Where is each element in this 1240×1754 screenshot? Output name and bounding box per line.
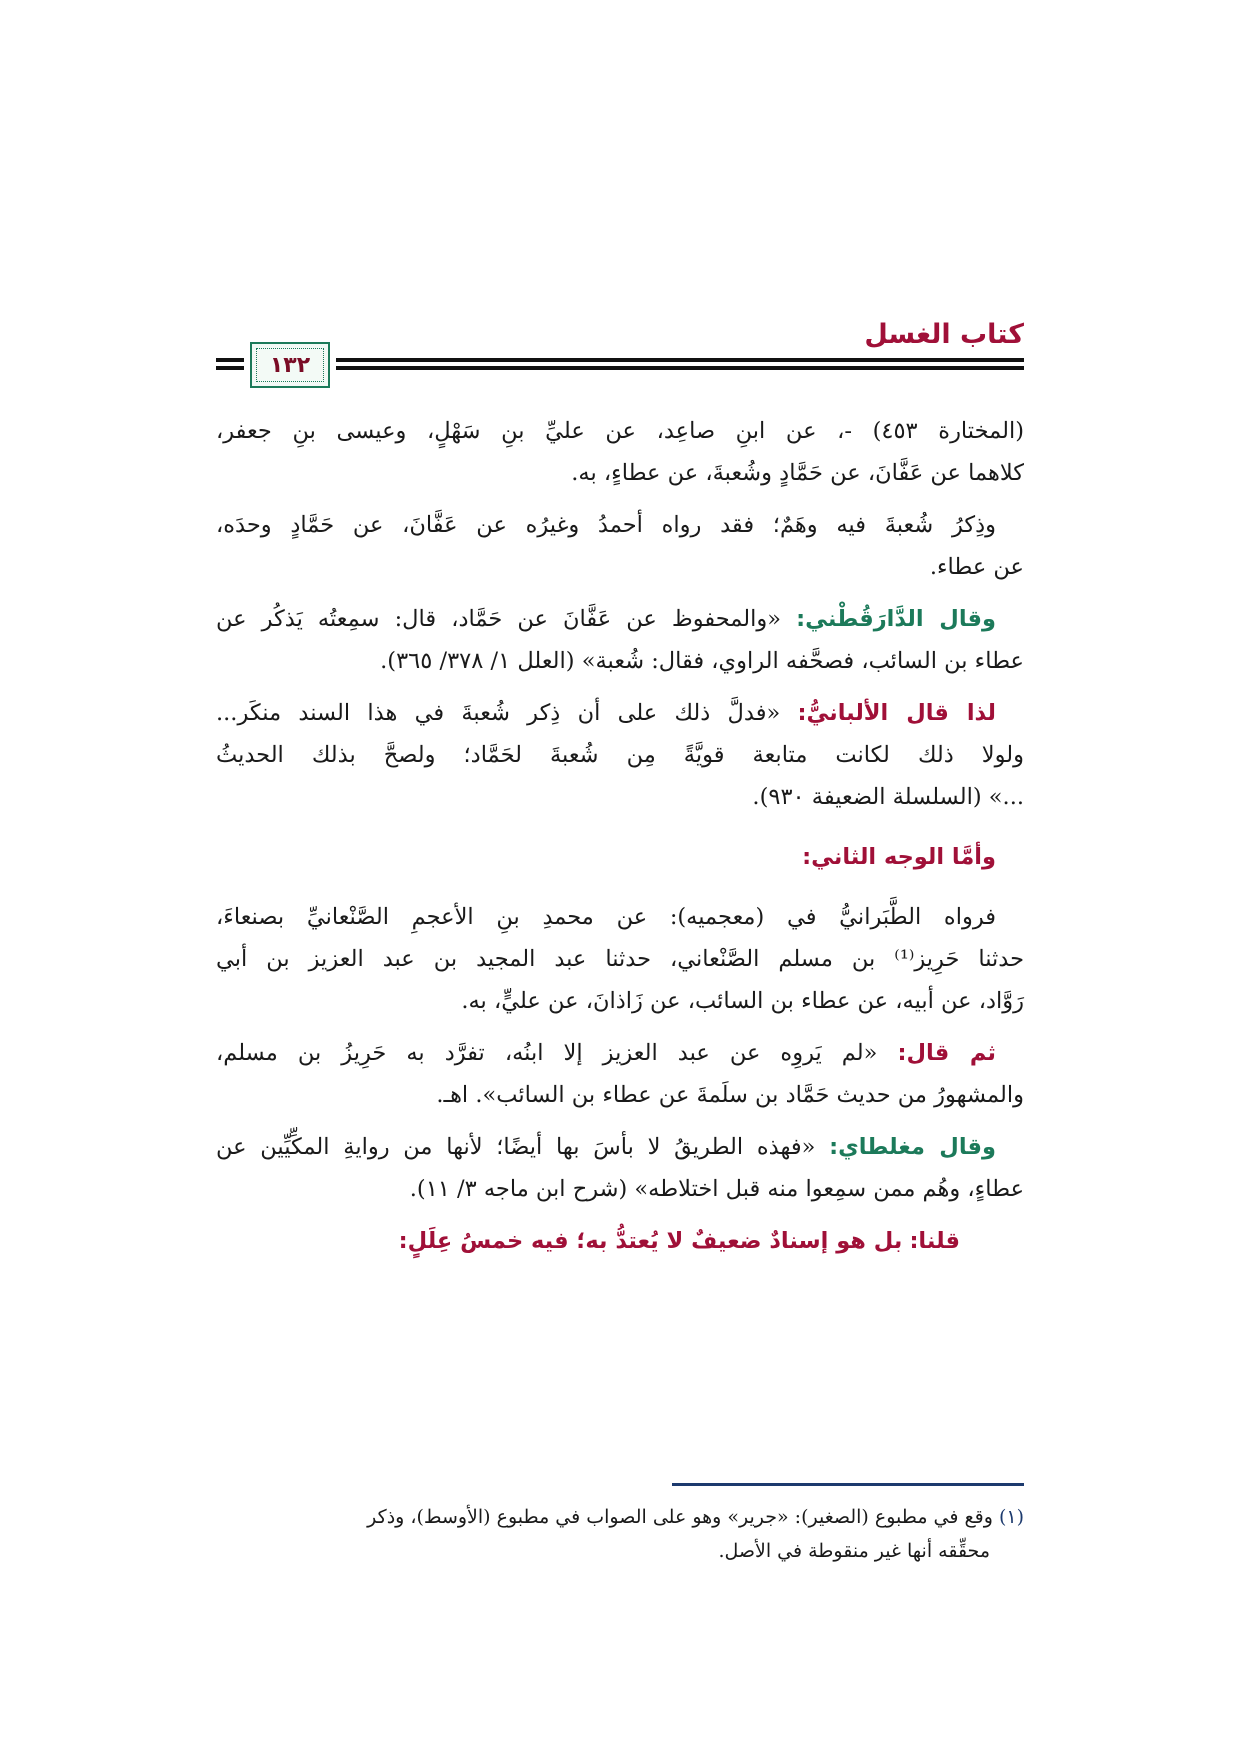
paragraph-line: رَوَّاد، عن أبيه، عن عطاء بن السائب، عن زَاذانَ، عن عليٍّ، به.: [461, 988, 1024, 1014]
paragraph-line: عطاء بن السائب، فصحَّفه الراوي، فقال: شُعبة» (العلل ١/ ٣٧٨/ ٣٦٥).: [380, 648, 1024, 674]
paragraph-line: كلاهما عن عَفَّانَ، عن حَمَّادٍ وشُعبةَ، عن عطاءٍ، به.: [571, 460, 1024, 486]
paragraph-line: [216, 692, 1024, 734]
paragraph-line: [216, 598, 1024, 640]
page-number-frame: [250, 342, 330, 388]
paragraph-line: والمشهورُ من حديث حَمَّاد بن سلَمةَ عن عطاء بن السائب». اهـ.: [436, 1082, 1024, 1108]
quote-text: «والمحفوظ عن عَفَّانَ عن حَمَّاد، قال: سمِعتُه يَذكُر عن: [216, 606, 782, 632]
conclusion-label: قلنا:: [909, 1228, 960, 1254]
quote-attribution: لذا قال الألبانيُّ:: [797, 700, 996, 726]
paragraph-line: [216, 1220, 1024, 1262]
quote-attribution: ثم قال:: [897, 1040, 997, 1066]
paragraph-line: [216, 1126, 1024, 1168]
main-text: [216, 410, 1024, 1262]
chapter-title: كتاب الغسل: [864, 319, 1024, 350]
footnote-text: وقع في مطبوع (الصغير): «جرير» وهو على الصواب في مطبوع (الأوسط)، وذكر: [367, 1506, 993, 1528]
page-number: ١٣٢: [269, 352, 311, 378]
paragraph-line: فرواه الطَّبَرانيُّ في (معجميه): عن محمدِ بنِ الأعجمِ الصَّنْعانيِّ بصنعاءَ،: [216, 904, 996, 930]
footnote-marker: (١): [998, 1506, 1024, 1528]
paragraph-line: حدثنا حَرِيز⁽¹⁾ بن مسلم الصَّنْعاني، حدثنا عبد المجيد بن عبد العزيز بن أبي: [216, 946, 1025, 972]
header-rule: [216, 358, 244, 362]
paragraph-line: وذِكرُ شُعبةَ فيه وهَمٌ؛ فقد رواه أحمدُ وغيرُه عن عَفَّانَ، عن حَمَّادٍ وحدَه،: [216, 512, 996, 538]
paragraph-line: [216, 1032, 1024, 1074]
conclusion-text: بل هو إسنادٌ ضعيفٌ لا يُعتدُّ به؛ فيه خمسُ عِلَلٍ:: [398, 1228, 903, 1254]
section-subheading: وأمَّا الوجه الثاني:: [802, 844, 996, 870]
footnote-line: محقِّقه أنها غير منقوطة في الأصل.: [718, 1540, 990, 1562]
running-header: [216, 318, 1024, 398]
header-rule: [216, 366, 244, 370]
paragraph-line: ...» (السلسلة الضعيفة ٩٣٠).: [752, 784, 1024, 810]
paragraph-line: (المختارة ٤٥٣) -، عن ابنِ صاعِد، عن عليِّ بنِ سَهْلٍ، وعيسى بنِ جعفر،: [216, 418, 1024, 444]
header-rule: [336, 358, 1024, 362]
quote-text: «فدلَّ ذلك على أن ذِكر شُعبةَ في هذا السند منكَر...: [216, 700, 781, 726]
footnotes: [216, 1500, 1024, 1568]
header-rule: [336, 366, 1024, 370]
paragraph-line: عن عطاء.: [929, 554, 1024, 580]
quote-text: «لم يَروِه عن عبد العزيز إلا ابنُه، تفرَّد به حَرِيزُ بن مسلم،: [216, 1040, 878, 1066]
quote-text: «فهذه الطريقُ لا بأسَ بها أيضًا؛ لأنها من روايةِ المكِّيِّين عن: [216, 1134, 816, 1160]
footnote-separator: [672, 1483, 1024, 1486]
paragraph-line: ولولا ذلك لكانت متابعة قويَّةً مِن شُعبةَ لحَمَّاد؛ ولصحَّ بذلك الحديثُ: [216, 742, 1024, 768]
quote-attribution: وقال الدَّارَقُطْني:: [796, 606, 996, 632]
paragraph-line: عطاءٍ، وهُم ممن سمِعوا منه قبل اختلاطه» (شرح ابن ماجه ٣/ ١١).: [409, 1176, 1024, 1202]
footnote-line: [216, 1500, 1024, 1534]
quote-attribution: وقال مغلطاي:: [829, 1134, 996, 1160]
